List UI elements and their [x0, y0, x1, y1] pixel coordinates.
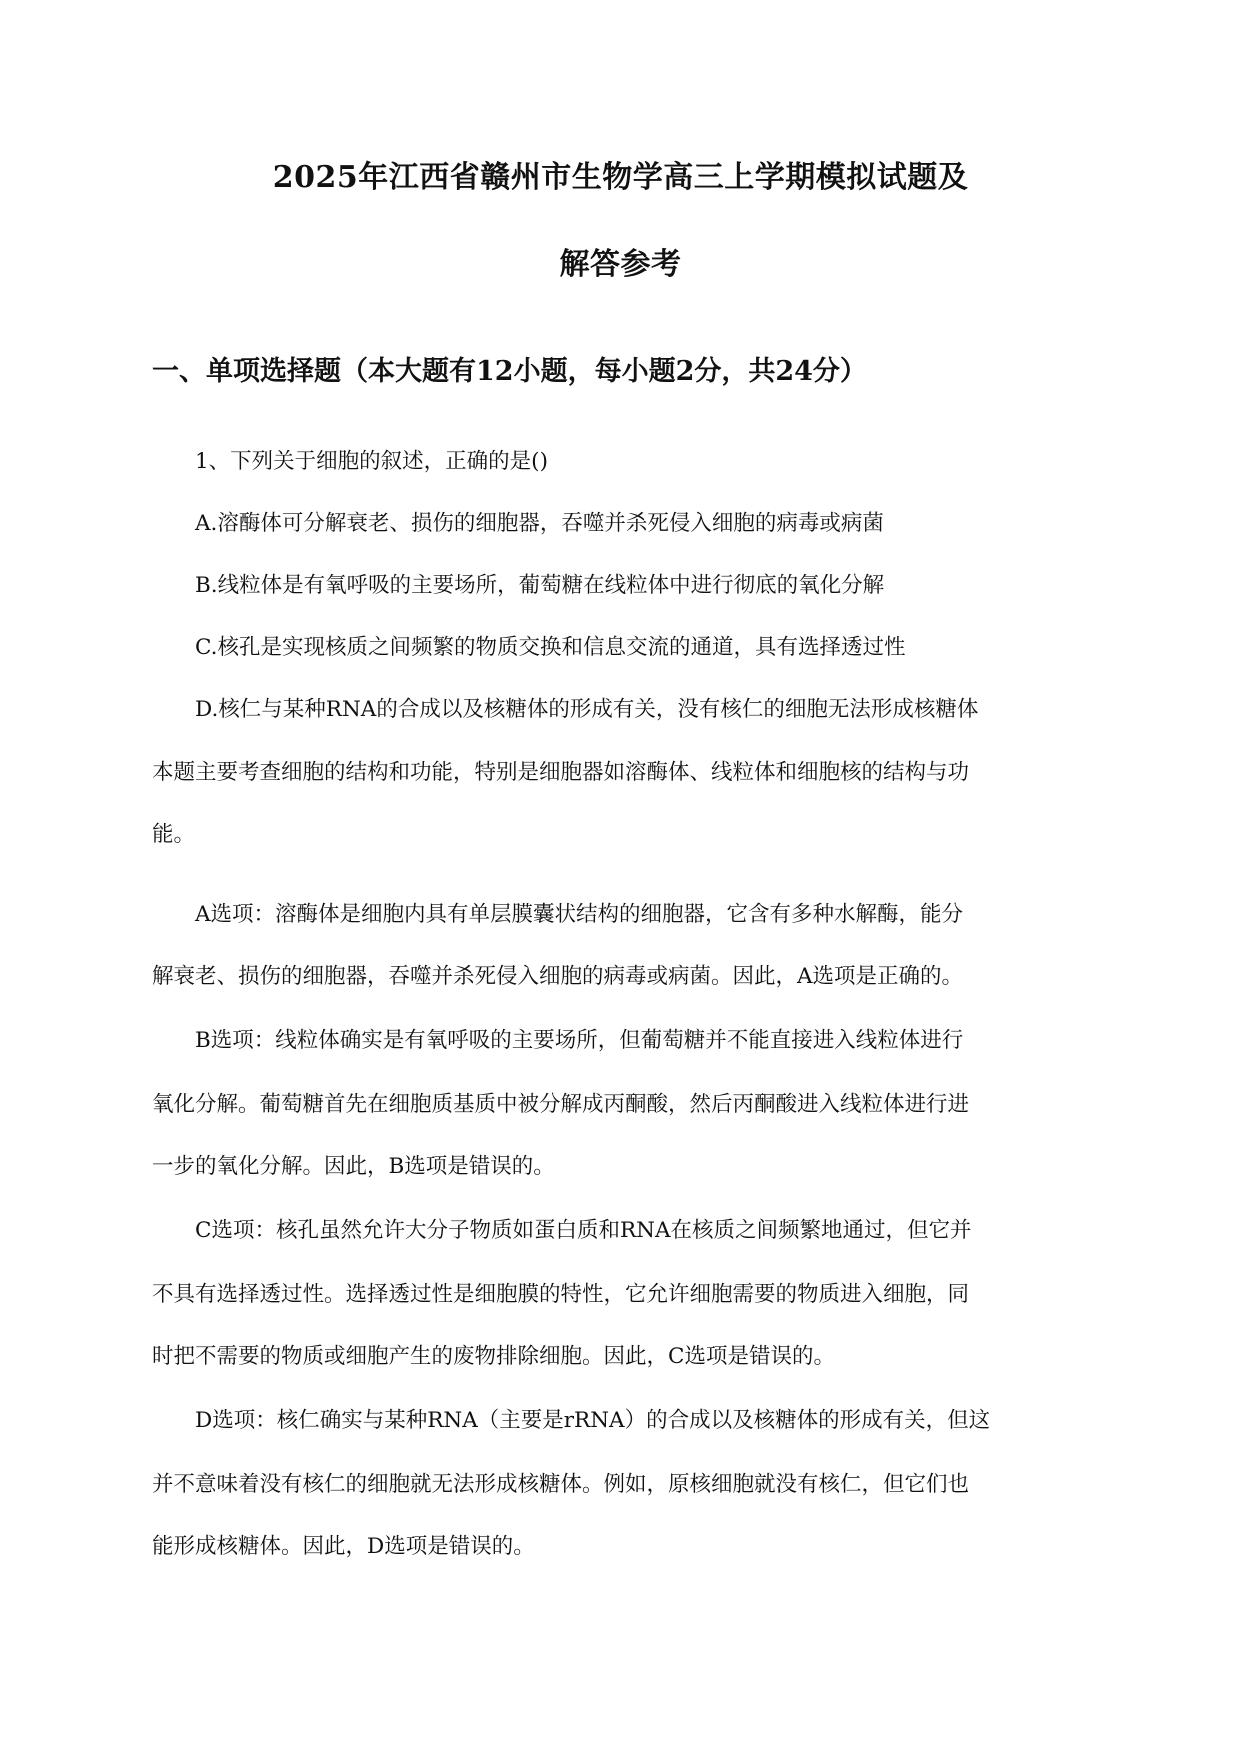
document-title-line-2: 解答参考	[559, 247, 682, 282]
analysis-line: 氧化分解。葡萄糖首先在细胞质基质中被分解成丙酮酸，然后丙酮酸进入线粒体进行进	[152, 1092, 970, 1117]
analysis-line: 一步的氧化分解。因此，B选项是错误的。	[152, 1154, 555, 1179]
analysis-line: 能。	[152, 822, 196, 847]
document-title-line-1: 2025年江西省赣州市生物学高三上学期模拟试题及	[272, 160, 969, 195]
analysis-line: 解衰老、损伤的细胞器，吞噬并杀死侵入细胞的病毒或病菌。因此，A选项是正确的。	[152, 964, 964, 989]
option-a: A.溶酶体可分解衰老、损伤的细胞器，吞噬并杀死侵入细胞的病毒或病菌	[195, 511, 884, 536]
section-heading: 一、单项选择题（本大题有12小题，每小题2分，共24分）	[152, 356, 867, 387]
analysis-line: B选项：线粒体确实是有氧呼吸的主要场所，但葡萄糖并不能直接进入线粒体进行	[195, 1028, 964, 1053]
analysis-line: 并不意味着没有核仁的细胞就无法形成核糖体。例如，原核细胞就没有核仁，但它们也	[152, 1472, 970, 1497]
option-d: D.核仁与某种RNA的合成以及核糖体的形成有关，没有核仁的细胞无法形成核糖体	[195, 697, 979, 722]
question-stem: 1、下列关于细胞的叙述，正确的是()	[195, 449, 548, 474]
analysis-line: 时把不需要的物质或细胞产生的废物排除细胞。因此，C选项是错误的。	[152, 1344, 835, 1369]
analysis-line: 能形成核糖体。因此，D选项是错误的。	[152, 1534, 535, 1559]
analysis-line: 本题主要考查细胞的结构和功能，特别是细胞器如溶酶体、线粒体和细胞核的结构与功	[152, 760, 970, 785]
analysis-line: 不具有选择透过性。选择透过性是细胞膜的特性，它允许细胞需要的物质进入细胞，同	[152, 1282, 970, 1307]
option-c: C.核孔是实现核质之间频繁的物质交换和信息交流的通道，具有选择透过性	[195, 635, 906, 660]
analysis-line: C选项：核孔虽然允许大分子物质如蛋白质和RNA在核质之间频繁地通过，但它并	[195, 1218, 972, 1243]
analysis-line: D选项：核仁确实与某种RNA（主要是rRNA）的合成以及核糖体的形成有关，但这	[195, 1408, 991, 1433]
option-b: B.线粒体是有氧呼吸的主要场所，葡萄糖在线粒体中进行彻底的氧化分解	[195, 573, 885, 598]
analysis-line: A选项：溶酶体是细胞内具有单层膜囊状结构的细胞器，它含有多种水解酶，能分	[195, 902, 964, 927]
